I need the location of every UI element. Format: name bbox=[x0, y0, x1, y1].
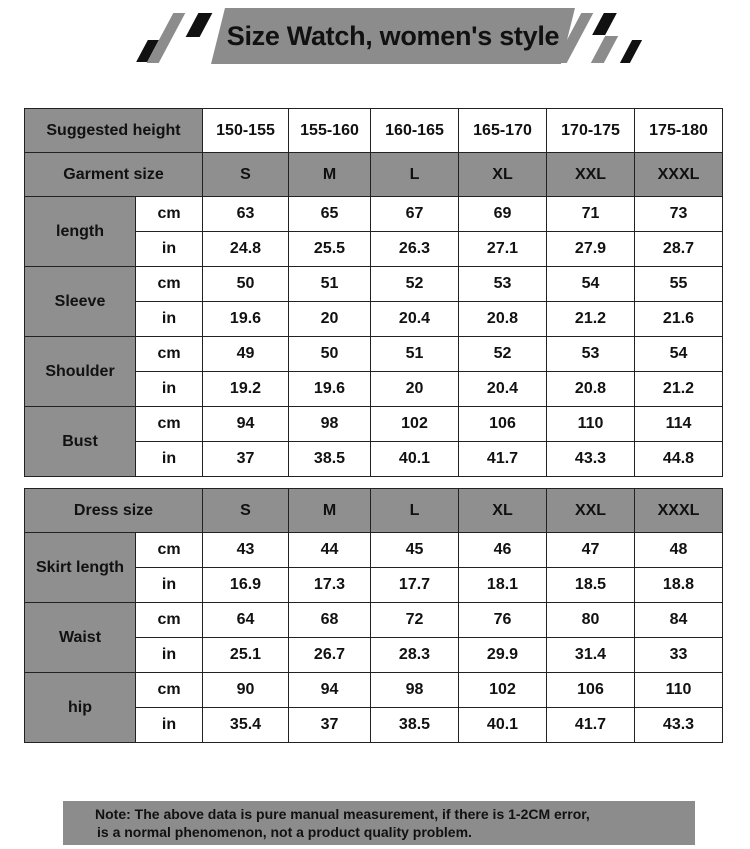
unit-cell: cm bbox=[136, 533, 203, 568]
size-row bbox=[25, 489, 723, 533]
value-cell: 41.7 bbox=[547, 708, 635, 743]
value-cell: 38.5 bbox=[289, 442, 371, 477]
table-row bbox=[25, 267, 723, 302]
note-line-2: is a normal phenomenon, not a product quality problem. bbox=[97, 824, 472, 840]
value-cell: 64 bbox=[203, 603, 289, 638]
value-cell: 54 bbox=[547, 267, 635, 302]
table-row bbox=[25, 407, 723, 442]
table-row bbox=[25, 337, 723, 372]
value-cell: 44 bbox=[289, 533, 371, 568]
value-cell: 110 bbox=[547, 407, 635, 442]
value-cell: 94 bbox=[289, 673, 371, 708]
height-row bbox=[25, 109, 723, 153]
size-label: Dress size bbox=[25, 489, 203, 533]
value-cell: 33 bbox=[635, 638, 723, 673]
size-cell: M bbox=[289, 489, 371, 533]
value-cell: 26.7 bbox=[289, 638, 371, 673]
dress-size-table bbox=[24, 488, 723, 743]
value-cell: 26.3 bbox=[371, 232, 459, 267]
value-cell: 106 bbox=[547, 673, 635, 708]
table-row bbox=[25, 533, 723, 568]
value-cell: 20.4 bbox=[371, 302, 459, 337]
value-cell: 43.3 bbox=[635, 708, 723, 743]
unit-cell: in bbox=[136, 708, 203, 743]
value-cell: 44.8 bbox=[635, 442, 723, 477]
value-cell: 28.3 bbox=[371, 638, 459, 673]
value-cell: 24.8 bbox=[203, 232, 289, 267]
value-cell: 114 bbox=[635, 407, 723, 442]
measure-label: length bbox=[25, 197, 136, 267]
size-cell: L bbox=[371, 489, 459, 533]
garment-size-table bbox=[24, 108, 723, 477]
value-cell: 21.2 bbox=[635, 372, 723, 407]
value-cell: 52 bbox=[371, 267, 459, 302]
value-cell: 20.4 bbox=[459, 372, 547, 407]
value-cell: 63 bbox=[203, 197, 289, 232]
value-cell: 40.1 bbox=[459, 708, 547, 743]
size-cell: XL bbox=[459, 153, 547, 197]
value-cell: 102 bbox=[459, 673, 547, 708]
note-line-1: Note: The above data is pure manual measurement, if there is 1-2CM error, bbox=[95, 806, 590, 822]
unit-cell: cm bbox=[136, 603, 203, 638]
size-cell: M bbox=[289, 153, 371, 197]
measure-label: Skirt length bbox=[25, 533, 136, 603]
value-cell: 27.1 bbox=[459, 232, 547, 267]
size-cell: XXXL bbox=[635, 489, 723, 533]
value-cell: 20.8 bbox=[459, 302, 547, 337]
value-cell: 35.4 bbox=[203, 708, 289, 743]
value-cell: 65 bbox=[289, 197, 371, 232]
value-cell: 18.8 bbox=[635, 568, 723, 603]
value-cell: 53 bbox=[547, 337, 635, 372]
value-cell: 29.9 bbox=[459, 638, 547, 673]
value-cell: 54 bbox=[635, 337, 723, 372]
value-cell: 73 bbox=[635, 197, 723, 232]
value-cell: 31.4 bbox=[547, 638, 635, 673]
right-stripe-3 bbox=[591, 36, 618, 63]
size-cell: XXL bbox=[547, 153, 635, 197]
value-cell: 84 bbox=[635, 603, 723, 638]
value-cell: 98 bbox=[371, 673, 459, 708]
value-cell: 25.5 bbox=[289, 232, 371, 267]
value-cell: 71 bbox=[547, 197, 635, 232]
value-cell: 40.1 bbox=[371, 442, 459, 477]
measure-label: Sleeve bbox=[25, 267, 136, 337]
value-cell: 55 bbox=[635, 267, 723, 302]
value-cell: 20.8 bbox=[547, 372, 635, 407]
value-cell: 43.3 bbox=[547, 442, 635, 477]
value-cell: 45 bbox=[371, 533, 459, 568]
value-cell: 51 bbox=[289, 267, 371, 302]
banner-title-box bbox=[211, 8, 575, 64]
right-stripe-2 bbox=[592, 13, 617, 35]
value-cell: 94 bbox=[203, 407, 289, 442]
value-cell: 46 bbox=[459, 533, 547, 568]
height-cell: 170-175 bbox=[547, 109, 635, 153]
value-cell: 50 bbox=[289, 337, 371, 372]
unit-cell: in bbox=[136, 232, 203, 267]
measure-label: Shoulder bbox=[25, 337, 136, 407]
page-title: Size Watch, women's style bbox=[226, 21, 560, 51]
measure-label: hip bbox=[25, 673, 136, 743]
note-box bbox=[63, 801, 695, 845]
size-row bbox=[25, 153, 723, 197]
value-cell: 37 bbox=[203, 442, 289, 477]
value-cell: 25.1 bbox=[203, 638, 289, 673]
value-cell: 28.7 bbox=[635, 232, 723, 267]
size-cell: S bbox=[203, 153, 289, 197]
height-cell: 155-160 bbox=[289, 109, 371, 153]
size-cell: XL bbox=[459, 489, 547, 533]
value-cell: 47 bbox=[547, 533, 635, 568]
value-cell: 43 bbox=[203, 533, 289, 568]
value-cell: 38.5 bbox=[371, 708, 459, 743]
value-cell: 90 bbox=[203, 673, 289, 708]
value-cell: 18.5 bbox=[547, 568, 635, 603]
value-cell: 51 bbox=[371, 337, 459, 372]
left-stripe-2 bbox=[147, 13, 186, 63]
value-cell: 20 bbox=[371, 372, 459, 407]
measure-label: Waist bbox=[25, 603, 136, 673]
table-row bbox=[25, 603, 723, 638]
right-stripe-4 bbox=[620, 40, 642, 63]
value-cell: 69 bbox=[459, 197, 547, 232]
value-cell: 37 bbox=[289, 708, 371, 743]
unit-cell: cm bbox=[136, 407, 203, 442]
value-cell: 102 bbox=[371, 407, 459, 442]
unit-cell: in bbox=[136, 302, 203, 337]
size-cell: S bbox=[203, 489, 289, 533]
size-cell: XXL bbox=[547, 489, 635, 533]
size-cell: L bbox=[371, 153, 459, 197]
value-cell: 49 bbox=[203, 337, 289, 372]
value-cell: 68 bbox=[289, 603, 371, 638]
unit-cell: in bbox=[136, 638, 203, 673]
value-cell: 19.6 bbox=[203, 302, 289, 337]
value-cell: 17.7 bbox=[371, 568, 459, 603]
value-cell: 53 bbox=[459, 267, 547, 302]
value-cell: 67 bbox=[371, 197, 459, 232]
table-row bbox=[25, 673, 723, 708]
unit-cell: cm bbox=[136, 337, 203, 372]
value-cell: 106 bbox=[459, 407, 547, 442]
title-banner bbox=[0, 0, 750, 80]
value-cell: 98 bbox=[289, 407, 371, 442]
size-cell: XXXL bbox=[635, 153, 723, 197]
value-cell: 41.7 bbox=[459, 442, 547, 477]
height-label: Suggested height bbox=[25, 109, 203, 153]
size-label: Garment size bbox=[25, 153, 203, 197]
value-cell: 16.9 bbox=[203, 568, 289, 603]
unit-cell: in bbox=[136, 568, 203, 603]
value-cell: 18.1 bbox=[459, 568, 547, 603]
measure-label: Bust bbox=[25, 407, 136, 477]
value-cell: 21.2 bbox=[547, 302, 635, 337]
unit-cell: cm bbox=[136, 267, 203, 302]
value-cell: 76 bbox=[459, 603, 547, 638]
height-cell: 150-155 bbox=[203, 109, 289, 153]
unit-cell: cm bbox=[136, 673, 203, 708]
value-cell: 110 bbox=[635, 673, 723, 708]
value-cell: 20 bbox=[289, 302, 371, 337]
height-cell: 160-165 bbox=[371, 109, 459, 153]
height-cell: 165-170 bbox=[459, 109, 547, 153]
unit-cell: cm bbox=[136, 197, 203, 232]
unit-cell: in bbox=[136, 442, 203, 477]
value-cell: 17.3 bbox=[289, 568, 371, 603]
value-cell: 21.6 bbox=[635, 302, 723, 337]
value-cell: 48 bbox=[635, 533, 723, 568]
value-cell: 19.6 bbox=[289, 372, 371, 407]
value-cell: 52 bbox=[459, 337, 547, 372]
value-cell: 80 bbox=[547, 603, 635, 638]
value-cell: 72 bbox=[371, 603, 459, 638]
height-cell: 175-180 bbox=[635, 109, 723, 153]
value-cell: 27.9 bbox=[547, 232, 635, 267]
unit-cell: in bbox=[136, 372, 203, 407]
table-row bbox=[25, 197, 723, 232]
value-cell: 19.2 bbox=[203, 372, 289, 407]
value-cell: 50 bbox=[203, 267, 289, 302]
